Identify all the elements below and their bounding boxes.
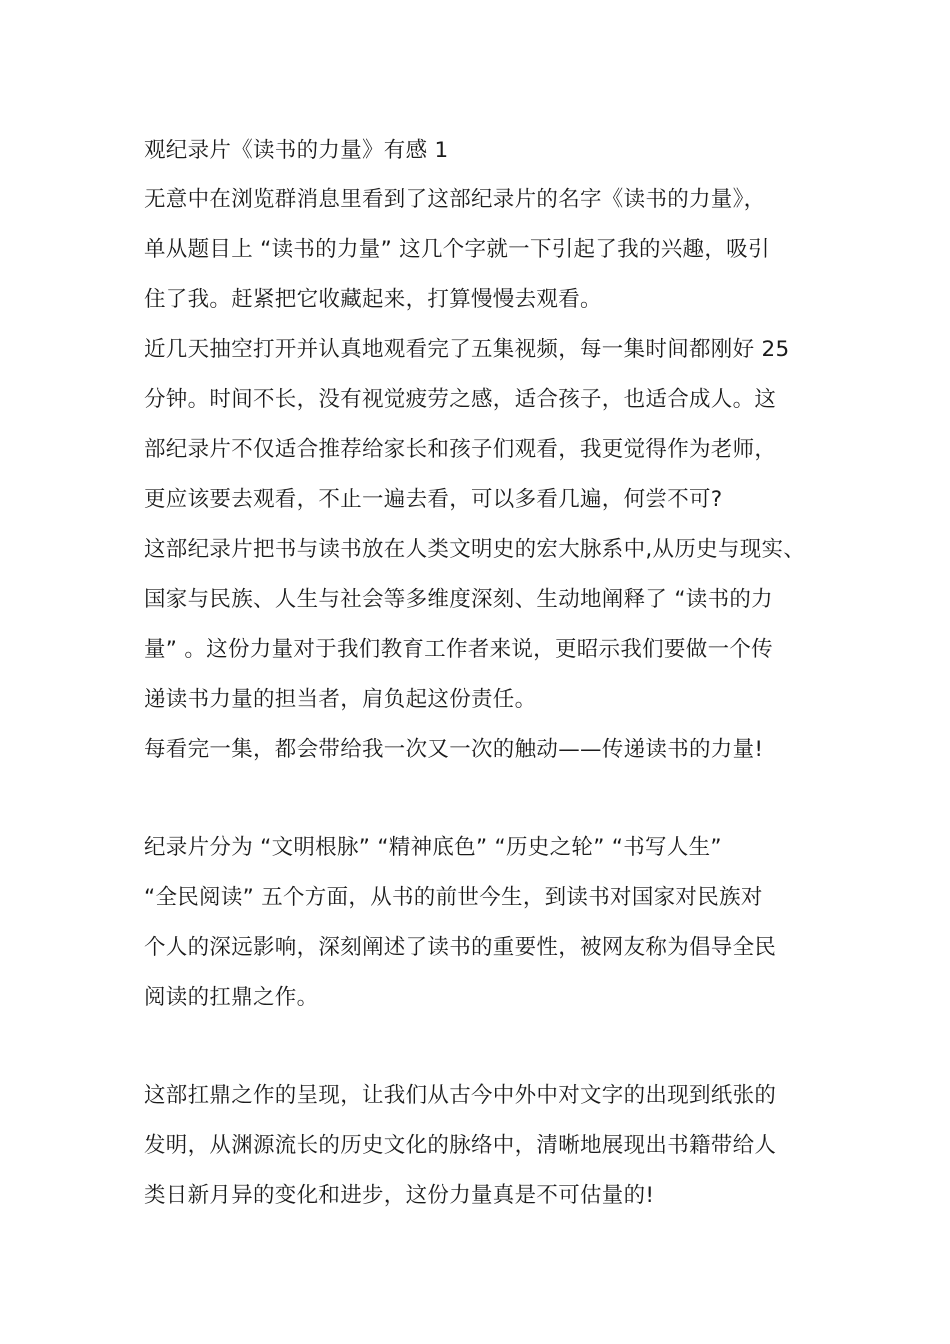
paragraph-1-line-1: 无意中在浏览群消息里看到了这部纪录片的名字《读书的力量》， xyxy=(144,187,766,212)
paragraph-6-line-1: 这部扛鼎之作的呈现，让我们从古今中外中对文字的出现到纸张的 xyxy=(144,1083,777,1108)
paragraph-2-line-3: 部纪录片不仅适合推荐给家长和孩子们观看，我更觉得作为老师， xyxy=(144,437,777,462)
paragraph-2-line-4: 更应该要去观看，不止一遍去看，可以多看几遍，何尝不可? xyxy=(144,487,723,512)
paragraph-2-line-1: 近几天抽空打开并认真地观看完了五集视频，每一集时间都刚好 25 xyxy=(144,337,790,362)
paragraph-3-line-4: 递读书力量的担当者，肩负起这份责任。 xyxy=(144,687,537,712)
paragraph-1-line-3: 住了我。赶紧把它收藏起来，打算慢慢去观看。 xyxy=(144,287,602,312)
paragraph-6-line-2: 发明，从渊源流长的历史文化的脉络中，清晰地展现出书籍带给人 xyxy=(144,1133,777,1158)
paragraph-3-line-3: 量” 。这份力量对于我们教育工作者来说，更昭示我们要做一个传 xyxy=(144,637,773,662)
paragraph-3-line-1: 这部纪录片把书与读书放在人类文明史的宏大脉系中,从历史与现实、 xyxy=(144,537,806,562)
document-title: 观纪录片《读书的力量》有感 1 xyxy=(144,138,449,163)
paragraph-5-line-4: 阅读的扛鼎之作。 xyxy=(144,985,319,1010)
paragraph-3-line-2: 国家与民族、人生与社会等多维度深刻、生动地阐释了 “读书的力 xyxy=(144,587,773,612)
paragraph-6-line-3: 类日新月异的变化和进步，这份力量真是不可估量的! xyxy=(144,1183,655,1208)
paragraph-1-line-2: 单从题目上 “读书的力量” 这几个字就一下引起了我的兴趣，吸引 xyxy=(144,237,770,262)
paragraph-5-line-1: 纪录片分为 “文明根脉” “精神底色” “历史之轮” “书写人生” xyxy=(144,835,722,860)
paragraph-2-line-2: 分钟。时间不长，没有视觉疲劳之感，适合孩子，也适合成人。这 xyxy=(144,387,777,412)
paragraph-4-line-1: 每看完一集，都会带给我一次又一次的触动——传递读书的力量! xyxy=(144,737,764,762)
paragraph-5-line-2: “全民阅读” 五个方面，从书的前世今生，到读书对国家对民族对 xyxy=(144,885,763,910)
paragraph-5-line-3: 个人的深远影响，深刻阐述了读书的重要性，被网友称为倡导全民 xyxy=(144,935,777,960)
